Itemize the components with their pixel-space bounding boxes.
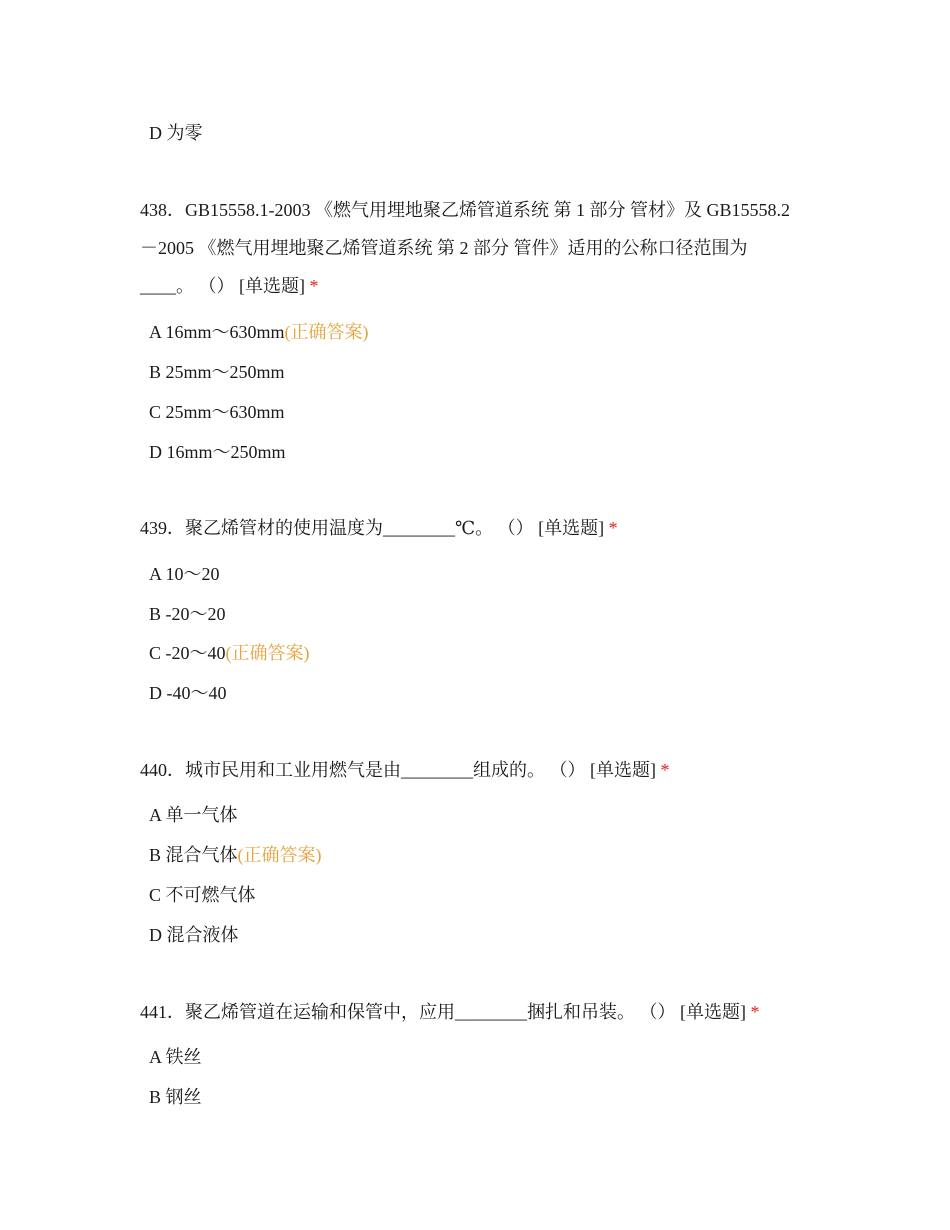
option-c[interactable] (149, 400, 285, 424)
option-b[interactable] (149, 843, 322, 867)
question-text-line: 440．城市民用和工业用燃气是由________组成的。 （） [单选题] * (140, 760, 670, 780)
option-text: A 16mm～630mm (149, 322, 285, 342)
option-c[interactable] (149, 641, 310, 665)
option-text: D 混合液体 (149, 925, 239, 945)
option-text: C -20～40 (149, 643, 226, 663)
question-text-line: 439．聚乙烯管材的使用温度为________℃。 （） [单选题] * (140, 518, 618, 538)
option-text: D 为零 (149, 123, 203, 143)
option-b[interactable] (149, 1085, 202, 1109)
correct-answer-label: (正确答案) (237, 845, 322, 865)
option-d[interactable] (149, 440, 286, 464)
option-text: A 铁丝 (149, 1047, 202, 1067)
question-text-line: －2005 《燃气用埋地聚乙烯管道系统 第 2 部分 管件》适用的公称口径范围为 (140, 238, 748, 258)
option-text: B 25mm～250mm (149, 362, 285, 382)
option-d[interactable] (149, 923, 239, 947)
option-b[interactable] (149, 360, 285, 384)
required-mark: * (660, 760, 670, 780)
required-mark: * (608, 518, 618, 538)
option-a[interactable] (149, 803, 238, 827)
option-d[interactable] (149, 681, 227, 705)
required-mark: * (750, 1002, 760, 1022)
option-a[interactable] (149, 320, 369, 344)
option-a[interactable] (149, 1045, 202, 1069)
question-text-line: ____。 （） [单选题] * (140, 276, 319, 296)
option-text: B -20～20 (149, 604, 226, 624)
option-text: A 单一气体 (149, 805, 238, 825)
option-text: D 16mm～250mm (149, 442, 286, 462)
option-text: C 25mm～630mm (149, 402, 285, 422)
question-text-line: 438．GB15558.1-2003 《燃气用埋地聚乙烯管道系统 第 1 部分 管材》及 GB15558.2 (140, 200, 791, 220)
option-b[interactable] (149, 602, 226, 626)
option-text: B 钢丝 (149, 1087, 202, 1107)
correct-answer-label: (正确答案) (284, 322, 369, 342)
option-text: A 10～20 (149, 564, 220, 584)
option-text: C 不可燃气体 (149, 885, 256, 905)
option-text: D -40～40 (149, 683, 227, 703)
option-a[interactable] (149, 562, 220, 586)
correct-answer-label: (正确答案) (225, 643, 310, 663)
question-text-line: 441．聚乙烯管道在运输和保管中，应用________捆扎和吊装。 （） [单选题] * (140, 1002, 760, 1022)
required-mark: * (309, 276, 319, 296)
option-text: B 混合气体 (149, 845, 238, 865)
prev-option-d (149, 121, 203, 145)
option-c[interactable] (149, 883, 256, 907)
